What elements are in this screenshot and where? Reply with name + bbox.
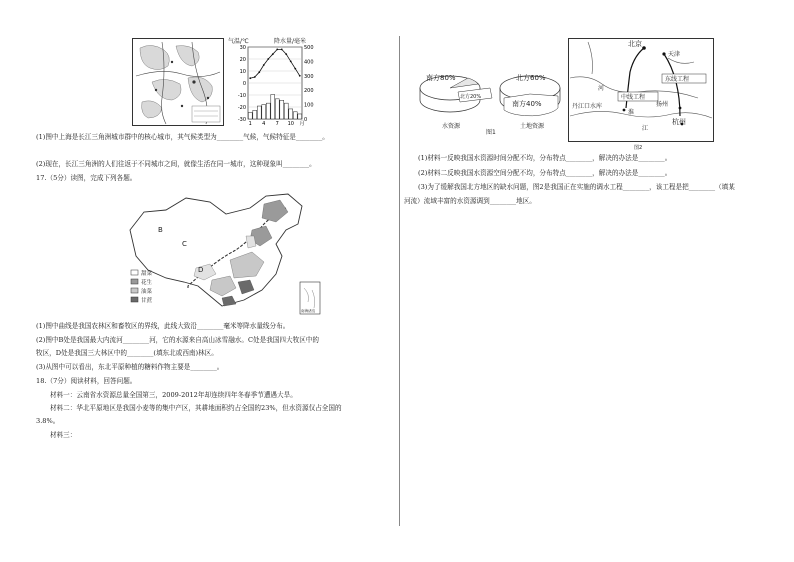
climate-ylabel-right: 降水量/毫米 — [274, 38, 307, 45]
label-danjiangkou: 丹江口水库 — [572, 103, 603, 110]
q18-title: 18.（7分）阅读材料，回答问题。 — [36, 377, 137, 385]
precip-bar — [266, 103, 270, 119]
r-q3b: 河流）流域丰富的水资源调到________地区。 — [404, 197, 536, 205]
precip-tick-label: 200 — [304, 88, 314, 95]
map-label-d: D — [198, 266, 204, 274]
temperature-line — [250, 49, 300, 78]
precip-tick-label: 0 — [304, 117, 308, 123]
temperature-point — [294, 68, 296, 70]
month-tick-label: 7 — [275, 121, 279, 126]
material-2: 材料二：华北平原地区是我国小麦等的集中产区，其耕地面积约占全国的23%，但水资源仅占全国的 — [50, 404, 342, 412]
fig2-label: 图2 — [634, 145, 643, 150]
precip-bar — [293, 112, 297, 119]
precip-bar — [280, 100, 284, 119]
material-1: 材料一：云南省水资源总量全国第三，2009-2012年却连续四年冬春季节遭遇大旱。 — [50, 391, 297, 399]
legend-tiancai: 甜菜 — [141, 271, 153, 277]
water-transfer-map — [568, 38, 714, 150]
temp-tick-label: -10 — [237, 93, 246, 99]
r-q1: (1)材料一反映我国水资源时间分配不均，分布特点________，解决的办法是________。 — [418, 154, 672, 162]
temp-tick-label: -30 — [237, 117, 246, 123]
resource-pie-figure — [412, 58, 562, 138]
precip-tick-label: 400 — [304, 59, 314, 66]
yangtze-delta-map — [132, 38, 224, 126]
land-pie — [500, 73, 560, 130]
temperature-point — [272, 53, 274, 55]
q17-part2: (2)图中B处是我国最大内流河________河，它的水源来自高山冰雪融水。C处是我国四大牧区中的 — [36, 336, 319, 344]
temp-tick-label: 0 — [242, 81, 246, 87]
q17-title: 17.（5分）读图，完成下列各题。 — [36, 174, 137, 182]
inset-label: 南海诸岛 — [301, 309, 316, 313]
q1-part2: (2)现在，长江三角洲的人们往返于不同城市之间，就像生活在同一城市，这种现象叫________。 — [36, 160, 316, 168]
temperature-point — [276, 49, 278, 51]
temp-tick-label: 30 — [239, 45, 246, 51]
label-jiang: 江 — [642, 125, 649, 132]
label-yangzhou: 扬州 — [656, 101, 669, 108]
caption-water: 水资源 — [442, 123, 461, 130]
precip-bar — [275, 99, 279, 119]
precip-bar — [262, 105, 266, 119]
r-q3: (3)为了缓解我国北方地区的缺水问题，图2是我国正在实施的调水工程________，该工程是把________（填某 — [418, 183, 735, 191]
precip-tick-label: 300 — [304, 73, 314, 80]
map-label-c: C — [182, 240, 187, 248]
month-tick-label: 10 — [287, 121, 294, 126]
q17-part3: (3)从图中可以看出，东北平原种植的糖料作物主要是________。 — [36, 363, 224, 371]
fig1-label: 图1 — [486, 129, 496, 136]
map-label-b: B — [158, 226, 163, 234]
label-he: 河 — [598, 85, 605, 92]
temperature-point — [258, 71, 260, 73]
q17-part1: (1)图中曲线是我国农林区和畜牧区的界线，此线大致沿________毫米等降水量线分布。 — [36, 322, 290, 330]
label-north-land: 北方60% — [516, 74, 546, 82]
label-south-land: 南方40% — [512, 100, 542, 108]
material-2b: 3.8%。 — [36, 417, 60, 425]
precip-bar — [298, 114, 302, 119]
climate-chart — [226, 36, 321, 126]
map-legend — [131, 269, 153, 304]
month-tick-label: 月 — [299, 121, 305, 126]
r-q2: (2)材料二反映我国水资源空间分配不均，分布特点________，解决的办法是________。 — [418, 169, 672, 177]
label-hangzhou: 杭州 — [672, 118, 686, 126]
precip-bar — [253, 110, 257, 119]
temp-tick-label: 20 — [239, 57, 246, 63]
temp-tick-label: -20 — [237, 105, 246, 111]
precip-bar — [271, 95, 275, 119]
legend-youcai: 油菜 — [141, 289, 153, 295]
precip-bar — [257, 106, 261, 119]
temperature-point — [299, 75, 301, 77]
legend-ganzhe: 甘蔗 — [141, 298, 153, 304]
label-tianjin: 天津 — [668, 51, 681, 58]
legend-huasheng: 花生 — [141, 280, 153, 286]
label-east-route: 东线工程 — [665, 76, 690, 83]
temperature-point — [281, 49, 283, 51]
precip-bar — [289, 109, 293, 119]
china-agriculture-map — [126, 190, 322, 318]
climate-ylabel-left: 气温/℃ — [228, 38, 249, 45]
month-tick-label: 4 — [262, 121, 266, 126]
temperature-point — [263, 64, 265, 66]
temperature-point — [290, 61, 292, 63]
precip-bar — [284, 103, 288, 119]
q17-part2b: 牧区，D处是我国三大林区中的________(填东北或西南)林区。 — [36, 349, 218, 357]
precip-tick-label: 100 — [304, 102, 314, 109]
caption-land: 土地资源 — [520, 123, 545, 130]
label-south-water: 南方80% — [426, 74, 456, 82]
temperature-point — [249, 77, 251, 79]
temp-tick-label: 10 — [239, 69, 246, 75]
temperature-point — [254, 76, 256, 78]
label-north-water: 北方20% — [460, 94, 482, 100]
water-pie — [420, 73, 492, 130]
column-divider — [399, 36, 400, 526]
q1-part1: (1)图中上海是长江三角洲城市群中的核心城市，其气候类型为________气候，气候特征是________。 — [36, 133, 329, 141]
material-3: 材料三： — [50, 431, 77, 439]
temperature-point — [285, 53, 287, 55]
label-beijing: 北京 — [628, 40, 642, 48]
label-middle-route: 中线工程 — [621, 94, 646, 101]
precip-tick-label: 500 — [304, 45, 314, 51]
month-tick-label: 1 — [248, 121, 252, 126]
temperature-point — [267, 58, 269, 60]
label-huai: 淮 — [628, 109, 635, 116]
precip-bar — [248, 113, 252, 119]
